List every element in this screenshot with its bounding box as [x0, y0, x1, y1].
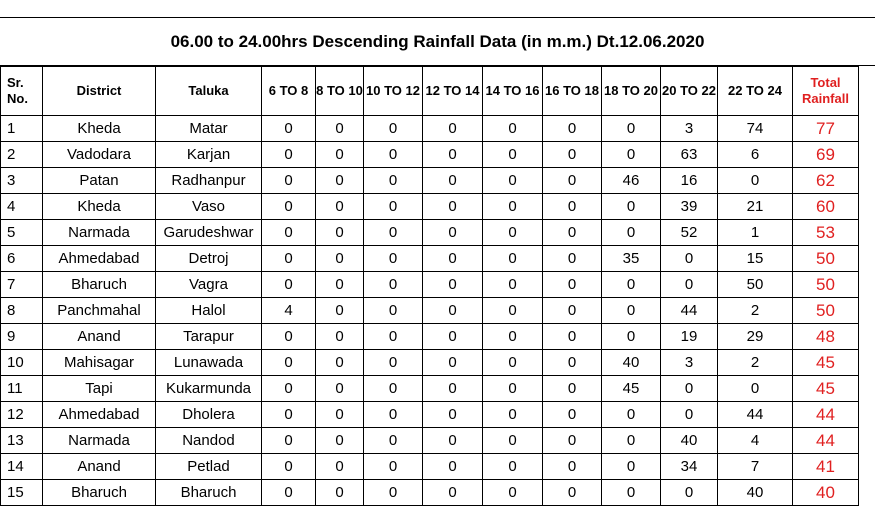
cell-value: 0 — [262, 246, 316, 272]
cell-value: 0 — [364, 116, 423, 142]
cell-total: 60 — [793, 194, 859, 220]
cell-value: 44 — [718, 402, 793, 428]
cell-value: 0 — [364, 246, 423, 272]
cell-value: 0 — [483, 116, 543, 142]
header-sr-line2: No. — [7, 91, 28, 106]
table-row — [1, 142, 859, 168]
table-row — [1, 272, 859, 298]
cell-value: 0 — [543, 428, 602, 454]
cell-value: 0 — [364, 194, 423, 220]
header-total-line2: Rainfall — [802, 91, 849, 106]
cell-value: 0 — [364, 220, 423, 246]
cell-value: 0 — [316, 402, 364, 428]
table-row — [1, 480, 859, 506]
cell-value: 0 — [483, 376, 543, 402]
cell-value: 0 — [423, 298, 483, 324]
cell-value: 0 — [543, 376, 602, 402]
cell-value: 0 — [483, 454, 543, 480]
cell-value: 0 — [602, 428, 661, 454]
cell-value: 74 — [718, 116, 793, 142]
table-row — [1, 402, 859, 428]
header-slot: 12 TO 14 — [423, 67, 483, 116]
cell-value: 0 — [316, 350, 364, 376]
cell-value: 0 — [423, 402, 483, 428]
header-slot: 16 TO 18 — [543, 67, 602, 116]
cell-taluka: Radhanpur — [156, 168, 262, 194]
cell-taluka: Tarapur — [156, 324, 262, 350]
cell-district: Vadodara — [43, 142, 156, 168]
cell-district: Bharuch — [43, 272, 156, 298]
cell-value: 52 — [661, 220, 718, 246]
cell-value: 44 — [661, 298, 718, 324]
top-strip — [0, 0, 875, 18]
cell-value: 0 — [483, 428, 543, 454]
cell-taluka: Garudeshwar — [156, 220, 262, 246]
cell-value: 3 — [661, 350, 718, 376]
cell-total: 62 — [793, 168, 859, 194]
cell-value: 0 — [364, 168, 423, 194]
cell-value: 0 — [262, 272, 316, 298]
table-row — [1, 194, 859, 220]
cell-total: 69 — [793, 142, 859, 168]
cell-value: 0 — [483, 246, 543, 272]
cell-district: Ahmedabad — [43, 402, 156, 428]
table-row — [1, 428, 859, 454]
table-row — [1, 324, 859, 350]
cell-value: 2 — [718, 350, 793, 376]
cell-value: 0 — [718, 376, 793, 402]
cell-value: 0 — [262, 116, 316, 142]
cell-taluka: Detroj — [156, 246, 262, 272]
cell-district: Anand — [43, 324, 156, 350]
cell-sr: 10 — [1, 350, 43, 376]
cell-value: 0 — [423, 142, 483, 168]
cell-value: 0 — [602, 480, 661, 506]
cell-taluka: Bharuch — [156, 480, 262, 506]
cell-value: 0 — [364, 324, 423, 350]
cell-sr: 3 — [1, 168, 43, 194]
cell-value: 0 — [262, 454, 316, 480]
cell-taluka: Matar — [156, 116, 262, 142]
cell-value: 0 — [543, 298, 602, 324]
table-row — [1, 168, 859, 194]
cell-total: 77 — [793, 116, 859, 142]
cell-value: 0 — [316, 168, 364, 194]
cell-value: 0 — [543, 480, 602, 506]
header-district: District — [43, 67, 156, 116]
cell-total: 45 — [793, 376, 859, 402]
cell-value: 0 — [483, 402, 543, 428]
cell-value: 29 — [718, 324, 793, 350]
cell-value: 0 — [543, 168, 602, 194]
cell-value: 0 — [262, 376, 316, 402]
cell-value: 0 — [262, 428, 316, 454]
cell-value: 0 — [543, 402, 602, 428]
cell-total: 53 — [793, 220, 859, 246]
cell-sr: 4 — [1, 194, 43, 220]
cell-value: 15 — [718, 246, 793, 272]
cell-value: 6 — [718, 142, 793, 168]
cell-value: 0 — [262, 220, 316, 246]
cell-value: 0 — [423, 272, 483, 298]
cell-taluka: Petlad — [156, 454, 262, 480]
cell-value: 0 — [364, 376, 423, 402]
cell-sr: 12 — [1, 402, 43, 428]
cell-value: 0 — [316, 376, 364, 402]
header-total-line1: Total — [810, 75, 841, 90]
cell-total: 40 — [793, 480, 859, 506]
table-row — [1, 298, 859, 324]
cell-value: 0 — [423, 376, 483, 402]
cell-value: 0 — [543, 350, 602, 376]
cell-total: 44 — [793, 428, 859, 454]
cell-value: 0 — [602, 298, 661, 324]
cell-district: Mahisagar — [43, 350, 156, 376]
cell-value: 0 — [423, 350, 483, 376]
cell-district: Patan — [43, 168, 156, 194]
cell-district: Narmada — [43, 220, 156, 246]
cell-value: 0 — [423, 480, 483, 506]
cell-value: 7 — [718, 454, 793, 480]
cell-value: 0 — [483, 350, 543, 376]
cell-district: Bharuch — [43, 480, 156, 506]
cell-sr: 14 — [1, 454, 43, 480]
cell-value: 0 — [364, 480, 423, 506]
cell-sr: 6 — [1, 246, 43, 272]
cell-value: 0 — [423, 428, 483, 454]
cell-value: 0 — [661, 272, 718, 298]
cell-value: 0 — [364, 350, 423, 376]
cell-district: Panchmahal — [43, 298, 156, 324]
cell-sr: 5 — [1, 220, 43, 246]
cell-value: 0 — [602, 116, 661, 142]
cell-total: 41 — [793, 454, 859, 480]
cell-total: 45 — [793, 350, 859, 376]
cell-taluka: Karjan — [156, 142, 262, 168]
cell-value: 0 — [483, 142, 543, 168]
cell-value: 0 — [423, 168, 483, 194]
cell-value: 0 — [316, 298, 364, 324]
table-row — [1, 220, 859, 246]
cell-sr: 1 — [1, 116, 43, 142]
header-row — [1, 67, 859, 116]
cell-value: 0 — [661, 402, 718, 428]
cell-sr: 7 — [1, 272, 43, 298]
cell-sr: 11 — [1, 376, 43, 402]
table-row — [1, 350, 859, 376]
cell-taluka: Vaso — [156, 194, 262, 220]
cell-value: 0 — [543, 454, 602, 480]
cell-district: Tapi — [43, 376, 156, 402]
cell-value: 21 — [718, 194, 793, 220]
cell-value: 0 — [602, 220, 661, 246]
cell-value: 0 — [316, 428, 364, 454]
cell-taluka: Nandod — [156, 428, 262, 454]
header-slot: 18 TO 20 — [602, 67, 661, 116]
cell-value: 0 — [364, 454, 423, 480]
cell-value: 0 — [661, 246, 718, 272]
cell-value: 0 — [316, 194, 364, 220]
cell-value: 40 — [718, 480, 793, 506]
cell-value: 0 — [543, 272, 602, 298]
cell-value: 0 — [483, 480, 543, 506]
cell-taluka: Kukarmunda — [156, 376, 262, 402]
header-slot: 10 TO 12 — [364, 67, 423, 116]
cell-value: 0 — [316, 272, 364, 298]
cell-value: 0 — [602, 142, 661, 168]
cell-value: 0 — [364, 298, 423, 324]
cell-taluka: Halol — [156, 298, 262, 324]
cell-total: 50 — [793, 272, 859, 298]
cell-value: 0 — [316, 480, 364, 506]
cell-sr: 9 — [1, 324, 43, 350]
header-slot: 14 TO 16 — [483, 67, 543, 116]
cell-value: 0 — [543, 142, 602, 168]
cell-value: 0 — [602, 324, 661, 350]
cell-value: 39 — [661, 194, 718, 220]
cell-value: 40 — [602, 350, 661, 376]
cell-value: 0 — [543, 220, 602, 246]
cell-value: 0 — [364, 428, 423, 454]
cell-value: 0 — [364, 142, 423, 168]
cell-value: 0 — [423, 246, 483, 272]
cell-value: 0 — [316, 324, 364, 350]
cell-value: 0 — [423, 324, 483, 350]
cell-value: 0 — [483, 298, 543, 324]
page-title: 06.00 to 24.00hrs Descending Rainfall Data (in m.m.) Dt.12.06.2020 — [0, 18, 875, 66]
header-sr-line1: Sr. — [7, 75, 24, 90]
cell-value: 0 — [423, 220, 483, 246]
cell-value: 0 — [423, 194, 483, 220]
cell-value: 0 — [316, 142, 364, 168]
cell-value: 0 — [262, 168, 316, 194]
cell-value: 0 — [543, 324, 602, 350]
table-body — [1, 116, 859, 506]
cell-taluka: Lunawada — [156, 350, 262, 376]
cell-value: 0 — [364, 402, 423, 428]
cell-total: 50 — [793, 298, 859, 324]
cell-value: 4 — [262, 298, 316, 324]
cell-value: 19 — [661, 324, 718, 350]
cell-value: 34 — [661, 454, 718, 480]
cell-value: 4 — [718, 428, 793, 454]
cell-value: 50 — [718, 272, 793, 298]
cell-value: 0 — [602, 194, 661, 220]
cell-value: 0 — [316, 246, 364, 272]
header-slot: 20 TO 22 — [661, 67, 718, 116]
cell-value: 0 — [262, 402, 316, 428]
cell-value: 0 — [661, 376, 718, 402]
cell-taluka: Vagra — [156, 272, 262, 298]
cell-value: 35 — [602, 246, 661, 272]
cell-value: 0 — [543, 246, 602, 272]
cell-value: 0 — [316, 116, 364, 142]
cell-district: Anand — [43, 454, 156, 480]
cell-sr: 13 — [1, 428, 43, 454]
header-slot: 8 TO 10 — [316, 67, 364, 116]
cell-value: 63 — [661, 142, 718, 168]
cell-total: 48 — [793, 324, 859, 350]
cell-value: 0 — [483, 194, 543, 220]
cell-value: 2 — [718, 298, 793, 324]
cell-value: 0 — [718, 168, 793, 194]
cell-value: 0 — [316, 454, 364, 480]
cell-value: 0 — [316, 220, 364, 246]
cell-value: 0 — [602, 272, 661, 298]
cell-value: 46 — [602, 168, 661, 194]
cell-value: 0 — [483, 272, 543, 298]
cell-total: 44 — [793, 402, 859, 428]
cell-value: 45 — [602, 376, 661, 402]
cell-value: 1 — [718, 220, 793, 246]
cell-value: 0 — [483, 168, 543, 194]
cell-value: 0 — [543, 116, 602, 142]
table-row — [1, 246, 859, 272]
cell-value: 0 — [543, 194, 602, 220]
header-slot: 22 TO 24 — [718, 67, 793, 116]
table-row — [1, 454, 859, 480]
cell-value: 0 — [602, 454, 661, 480]
cell-sr: 15 — [1, 480, 43, 506]
cell-value: 0 — [602, 402, 661, 428]
cell-value: 0 — [262, 194, 316, 220]
header-taluka: Taluka — [156, 67, 262, 116]
cell-value: 0 — [483, 324, 543, 350]
table-row — [1, 116, 859, 142]
cell-sr: 8 — [1, 298, 43, 324]
cell-value: 0 — [262, 350, 316, 376]
cell-value: 0 — [262, 324, 316, 350]
cell-value: 40 — [661, 428, 718, 454]
cell-value: 0 — [364, 272, 423, 298]
header-slot: 6 TO 8 — [262, 67, 316, 116]
table-row — [1, 376, 859, 402]
cell-value: 0 — [423, 454, 483, 480]
cell-value: 16 — [661, 168, 718, 194]
cell-value: 0 — [483, 220, 543, 246]
cell-value: 0 — [262, 480, 316, 506]
rainfall-table — [0, 66, 859, 506]
header-total — [793, 67, 859, 116]
cell-total: 50 — [793, 246, 859, 272]
cell-value: 0 — [423, 116, 483, 142]
header-sr — [1, 67, 43, 116]
cell-value: 0 — [262, 142, 316, 168]
cell-value: 0 — [661, 480, 718, 506]
cell-district: Ahmedabad — [43, 246, 156, 272]
cell-sr: 2 — [1, 142, 43, 168]
cell-taluka: Dholera — [156, 402, 262, 428]
cell-district: Kheda — [43, 194, 156, 220]
cell-value: 3 — [661, 116, 718, 142]
cell-district: Narmada — [43, 428, 156, 454]
cell-district: Kheda — [43, 116, 156, 142]
